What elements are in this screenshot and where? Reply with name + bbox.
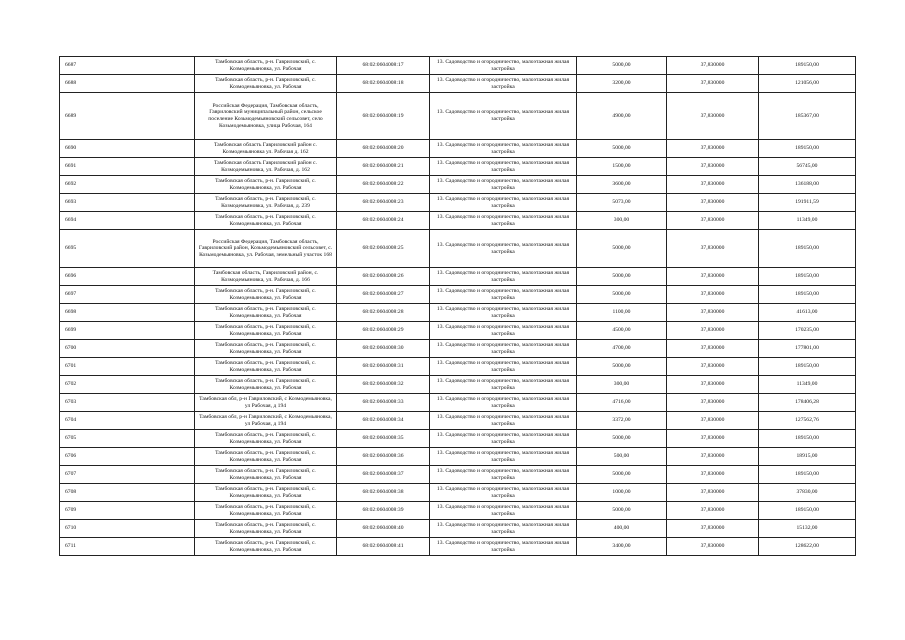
- row-address: Тамбовская область, р-н. Гавриловский, с. Козмодемьяновка, ул. Рабочая: [195, 358, 337, 376]
- row-cadastral-number: 68:02:0604008:19: [337, 93, 430, 140]
- row-area: 4716,00: [577, 394, 667, 412]
- row-cadastral-number: 68:02:0604008:25: [337, 230, 430, 268]
- row-land-use: 13. Садоводство и огородничество, малоэтажная жилая застройка: [430, 93, 577, 140]
- row-cadastral-number: 68:02:0604008:17: [337, 57, 430, 75]
- row-area: 5073,00: [577, 194, 667, 212]
- row-number: 6690: [60, 140, 195, 158]
- row-area: 500,00: [577, 448, 667, 466]
- row-area: 5000,00: [577, 466, 667, 484]
- row-address: Тамбовская область, р-н. Гавриловский, с. Козмодемьяновка, ул. Рабочая: [195, 430, 337, 448]
- row-specific-value: 37,830000: [667, 176, 759, 194]
- row-address: Тамбовская область, р-н. Гавриловский, с. Козмодемьяновка, ул. Рабочая: [195, 75, 337, 93]
- row-number: 6697: [60, 286, 195, 304]
- table-row: [60, 322, 856, 340]
- row-cadastral-number: 68:02:0604008:32: [337, 376, 430, 394]
- row-cadastral-value: 136188,00: [759, 176, 856, 194]
- row-land-use: 13. Садоводство и огородничество, малоэтажная жилая застройка: [430, 57, 577, 75]
- row-number: 6689: [60, 93, 195, 140]
- row-specific-value: 37,830000: [667, 158, 759, 176]
- table-row: [60, 212, 856, 230]
- row-land-use: 13. Садоводство и огородничество, малоэтажная жилая застройка: [430, 304, 577, 322]
- row-specific-value: 37,830000: [667, 520, 759, 538]
- row-area: 300,00: [577, 212, 667, 230]
- row-address: Тамбовская область Гавриловский район с. Козмодемьяновка ул. Рабочая д. 162: [195, 140, 337, 158]
- row-area: 3400,00: [577, 538, 667, 556]
- row-specific-value: 37,830000: [667, 268, 759, 286]
- row-land-use: 13. Садоводство и огородничество, малоэтажная жилая застройка: [430, 286, 577, 304]
- row-land-use: 13. Садоводство и огородничество, малоэтажная жилая застройка: [430, 340, 577, 358]
- row-number: 6707: [60, 466, 195, 484]
- row-specific-value: 37,830000: [667, 358, 759, 376]
- row-area: 5000,00: [577, 230, 667, 268]
- row-specific-value: 37,830000: [667, 484, 759, 502]
- row-address: Тамбовская область, р-н. Гавриловский, с. Козмодемьяновка, ул. Рабочая: [195, 176, 337, 194]
- row-cadastral-number: 68:02:0604008:26: [337, 268, 430, 286]
- row-address: Тамбовская область, р-н. Гавриловский, с. Козмодемьяновка, ул. Рабочая: [195, 212, 337, 230]
- row-cadastral-value: 189150,00: [759, 430, 856, 448]
- row-cadastral-value: 189150,00: [759, 502, 856, 520]
- row-area: 5000,00: [577, 140, 667, 158]
- row-number: 6711: [60, 538, 195, 556]
- table-row: [60, 194, 856, 212]
- row-cadastral-number: 68:02:0604008:30: [337, 340, 430, 358]
- table-row: [60, 466, 856, 484]
- table-row: [60, 502, 856, 520]
- row-address: Тамбовская область, р-н. Гавриловский, с. Козмодемьяновка, ул. Рабочая: [195, 520, 337, 538]
- row-cadastral-number: 68:02:0604008:27: [337, 286, 430, 304]
- table-row: [60, 75, 856, 93]
- table-row: [60, 93, 856, 140]
- row-cadastral-value: 189150,00: [759, 286, 856, 304]
- row-land-use: 13. Садоводство и огородничество, малоэтажная жилая застройка: [430, 268, 577, 286]
- row-cadastral-number: 68:02:0604008:20: [337, 140, 430, 158]
- row-number: 6688: [60, 75, 195, 93]
- row-specific-value: 37,830000: [667, 93, 759, 140]
- row-address: Тамбовская область, р-н. Гавриловский, с. Козмодемьяновка, ул. Рабочая: [195, 466, 337, 484]
- row-land-use: 13. Садоводство и огородничество, малоэтажная жилая застройка: [430, 412, 577, 430]
- row-cadastral-value: 189150,00: [759, 358, 856, 376]
- row-specific-value: 37,830000: [667, 140, 759, 158]
- row-cadastral-value: 121056,00: [759, 75, 856, 93]
- row-specific-value: 37,830000: [667, 412, 759, 430]
- row-area: 5000,00: [577, 502, 667, 520]
- table-row: [60, 358, 856, 376]
- row-cadastral-value: 170235,00: [759, 322, 856, 340]
- row-cadastral-number: 68:02:0604008:41: [337, 538, 430, 556]
- row-land-use: 13. Садоводство и огородничество, малоэтажная жилая застройка: [430, 212, 577, 230]
- row-cadastral-number: 68:02:0604008:35: [337, 430, 430, 448]
- table-row: [60, 304, 856, 322]
- row-address: Российская Федерация, Тамбовская область, Гавриловский район, Козьмодемьяновский сельсовет, с. Козьмодемьяновка, ул. Рабочая, земельный участок 168: [195, 230, 337, 268]
- row-cadastral-value: 189150,00: [759, 140, 856, 158]
- row-area: 5000,00: [577, 286, 667, 304]
- row-address: Тамбовская область, р-н. Гавриловский, с. Козмодемьяновка, ул. Рабочая: [195, 304, 337, 322]
- row-cadastral-value: 189150,00: [759, 466, 856, 484]
- row-address: Тамбовская область, р-н. Гавриловский, с. Козмодемьяновка, ул. Рабочая: [195, 322, 337, 340]
- row-cadastral-value: 56745,00: [759, 158, 856, 176]
- table-row: [60, 412, 856, 430]
- row-specific-value: 37,830000: [667, 322, 759, 340]
- row-cadastral-number: 68:02:0604008:34: [337, 412, 430, 430]
- row-cadastral-value: 178406,28: [759, 394, 856, 412]
- row-area: 1000,00: [577, 484, 667, 502]
- row-specific-value: 37,830000: [667, 286, 759, 304]
- row-cadastral-number: 68:02:0604008:33: [337, 394, 430, 412]
- row-area: 4500,00: [577, 322, 667, 340]
- row-number: 6700: [60, 340, 195, 358]
- row-area: 5000,00: [577, 358, 667, 376]
- row-number: 6687: [60, 57, 195, 75]
- row-address: Тамбовская область, р-н. Гавриловский, с. Козмодемьяновка, ул. Рабочая: [195, 484, 337, 502]
- row-cadastral-number: 68:02:0604008:29: [337, 322, 430, 340]
- table-row: [60, 57, 856, 75]
- row-land-use: 13. Садоводство и огородничество, малоэтажная жилая застройка: [430, 194, 577, 212]
- row-cadastral-number: 68:02:0604008:28: [337, 304, 430, 322]
- table-body: [60, 57, 856, 556]
- row-area: 1500,00: [577, 158, 667, 176]
- row-land-use: 13. Садоводство и огородничество, малоэтажная жилая застройка: [430, 176, 577, 194]
- row-number: 6693: [60, 194, 195, 212]
- row-cadastral-number: 68:02:0604008:21: [337, 158, 430, 176]
- table-row: [60, 376, 856, 394]
- row-address: Тамбовская область, р-н. Гавриловский, с. Козмодемьяновка, ул. Рабочая: [195, 57, 337, 75]
- row-specific-value: 37,830000: [667, 57, 759, 75]
- row-address: Тамбовская обл, р-н Гавриловский, с Козмодемьяновка, ул Рабочая, д 194: [195, 412, 337, 430]
- row-area: 5000,00: [577, 430, 667, 448]
- row-number: 6703: [60, 394, 195, 412]
- table-row: [60, 230, 856, 268]
- row-area: 1100,00: [577, 304, 667, 322]
- row-land-use: 13. Садоводство и огородничество, малоэтажная жилая застройка: [430, 466, 577, 484]
- row-address: Тамбовская обл, р-н Гавриловский, с Козмодемьяновка, ул Рабочая, д 194: [195, 394, 337, 412]
- row-land-use: 13. Садоводство и огородничество, малоэтажная жилая застройка: [430, 394, 577, 412]
- row-number: 6702: [60, 376, 195, 394]
- row-number: 6694: [60, 212, 195, 230]
- row-cadastral-value: 127562,76: [759, 412, 856, 430]
- row-number: 6709: [60, 502, 195, 520]
- row-address: Тамбовская область, р-н. Гавриловский, с. Козмодемьяновка, ул. Рабочая, д. 239: [195, 194, 337, 212]
- row-specific-value: 37,830000: [667, 394, 759, 412]
- row-address: Тамбовская область, р-н. Гавриловский, с. Козмодемьяновка, ул. Рабочая: [195, 538, 337, 556]
- row-number: 6710: [60, 520, 195, 538]
- row-specific-value: 37,830000: [667, 538, 759, 556]
- row-number: 6696: [60, 268, 195, 286]
- row-specific-value: 37,830000: [667, 304, 759, 322]
- row-land-use: 13. Садоводство и огородничество, малоэтажная жилая застройка: [430, 230, 577, 268]
- table-row: [60, 538, 856, 556]
- row-land-use: 13. Садоводство и огородничество, малоэтажная жилая застройка: [430, 520, 577, 538]
- row-land-use: 13. Садоводство и огородничество, малоэтажная жилая застройка: [430, 322, 577, 340]
- row-address: Тамбовская область, р-н. Гавриловский, с. Козмодемьяновка, ул. Рабочая: [195, 340, 337, 358]
- row-specific-value: 37,830000: [667, 448, 759, 466]
- row-number: 6701: [60, 358, 195, 376]
- row-address: Тамбовская область, Гавриловский район, с. Козмодемьяновка, ул. Рабочая, д. 166: [195, 268, 337, 286]
- row-specific-value: 37,830000: [667, 340, 759, 358]
- row-number: 6692: [60, 176, 195, 194]
- table-row: [60, 158, 856, 176]
- row-area: 5000,00: [577, 268, 667, 286]
- row-cadastral-number: 68:02:0604008:37: [337, 466, 430, 484]
- row-land-use: 13. Садоводство и огородничество, малоэтажная жилая застройка: [430, 358, 577, 376]
- table-row: [60, 520, 856, 538]
- row-cadastral-number: 68:02:0604008:36: [337, 448, 430, 466]
- row-land-use: 13. Садоводство и огородничество, малоэтажная жилая застройка: [430, 484, 577, 502]
- row-address: Тамбовская область, р-н. Гавриловский, с. Козмодемьяновка, ул. Рабочая: [195, 448, 337, 466]
- row-address: Тамбовская область, р-н. Гавриловский, с. Козмодемьяновка, ул. Рабочая: [195, 502, 337, 520]
- row-land-use: 13. Садоводство и огородничество, малоэтажная жилая застройка: [430, 376, 577, 394]
- table-row: [60, 140, 856, 158]
- row-cadastral-value: 37830,00: [759, 484, 856, 502]
- row-land-use: 13. Садоводство и огородничество, малоэтажная жилая застройка: [430, 158, 577, 176]
- row-cadastral-number: 68:02:0604008:18: [337, 75, 430, 93]
- row-cadastral-value: 189150,00: [759, 230, 856, 268]
- row-area: 3600,00: [577, 176, 667, 194]
- row-cadastral-value: 11349,00: [759, 376, 856, 394]
- row-address: Российская Федерация, Тамбовская область, Гавриловский муниципальный район, сельское поселение Козьмодемьяновский сельсовет, село Козьмодемьяновка, улица Рабочая, 164: [195, 93, 337, 140]
- row-number: 6706: [60, 448, 195, 466]
- row-specific-value: 37,830000: [667, 194, 759, 212]
- row-area: 5000,00: [577, 57, 667, 75]
- row-cadastral-number: 68:02:0604008:22: [337, 176, 430, 194]
- row-area: 4700,00: [577, 340, 667, 358]
- table-row: [60, 176, 856, 194]
- row-cadastral-value: 18915,00: [759, 448, 856, 466]
- row-cadastral-value: 189150,00: [759, 268, 856, 286]
- row-land-use: 13. Садоводство и огородничество, малоэтажная жилая застройка: [430, 75, 577, 93]
- row-address: Тамбовская область Гавриловский район с. Козмодемьяновка, ул. Рабочая, д. 162: [195, 158, 337, 176]
- row-area: 3200,00: [577, 75, 667, 93]
- row-cadastral-value: 41613,00: [759, 304, 856, 322]
- row-address: Тамбовская область, р-н. Гавриловский, с. Козмодемьяновка, ул. Рабочая: [195, 376, 337, 394]
- row-specific-value: 37,830000: [667, 212, 759, 230]
- row-land-use: 13. Садоводство и огородничество, малоэтажная жилая застройка: [430, 430, 577, 448]
- table-row: [60, 394, 856, 412]
- row-cadastral-value: 185367,00: [759, 93, 856, 140]
- row-number: 6708: [60, 484, 195, 502]
- row-land-use: 13. Садоводство и огородничество, малоэтажная жилая застройка: [430, 140, 577, 158]
- row-cadastral-number: 68:02:0604008:39: [337, 502, 430, 520]
- row-number: 6705: [60, 430, 195, 448]
- row-cadastral-value: 177801,00: [759, 340, 856, 358]
- row-number: 6691: [60, 158, 195, 176]
- row-land-use: 13. Садоводство и огородничество, малоэтажная жилая застройка: [430, 538, 577, 556]
- row-land-use: 13. Садоводство и огородничество, малоэтажная жилая застройка: [430, 502, 577, 520]
- row-area: 300,00: [577, 376, 667, 394]
- row-cadastral-value: 189150,00: [759, 57, 856, 75]
- row-specific-value: 37,830000: [667, 75, 759, 93]
- row-cadastral-value: 15132,00: [759, 520, 856, 538]
- row-number: 6704: [60, 412, 195, 430]
- row-cadastral-number: 68:02:0604008:38: [337, 484, 430, 502]
- row-cadastral-number: 68:02:0604008:24: [337, 212, 430, 230]
- row-address: Тамбовская область, р-н. Гавриловский, с. Козмодемьяновка, ул. Рабочая: [195, 286, 337, 304]
- row-area: 4900,00: [577, 93, 667, 140]
- row-specific-value: 37,830000: [667, 376, 759, 394]
- row-land-use: 13. Садоводство и огородничество, малоэтажная жилая застройка: [430, 448, 577, 466]
- table-row: [60, 448, 856, 466]
- row-cadastral-number: 68:02:0604008:40: [337, 520, 430, 538]
- row-number: 6695: [60, 230, 195, 268]
- row-cadastral-number: 68:02:0604008:31: [337, 358, 430, 376]
- table-row: [60, 484, 856, 502]
- row-area: 400,00: [577, 520, 667, 538]
- row-cadastral-value: 11349,00: [759, 212, 856, 230]
- row-specific-value: 37,830000: [667, 230, 759, 268]
- row-area: 3372,00: [577, 412, 667, 430]
- table-row: [60, 430, 856, 448]
- row-number: 6699: [60, 322, 195, 340]
- row-specific-value: 37,830000: [667, 502, 759, 520]
- table-row: [60, 340, 856, 358]
- row-cadastral-number: 68:02:0604008:23: [337, 194, 430, 212]
- row-cadastral-value: 191911,59: [759, 194, 856, 212]
- table-row: [60, 286, 856, 304]
- table-row: [60, 268, 856, 286]
- row-specific-value: 37,830000: [667, 466, 759, 484]
- row-cadastral-value: 128622,00: [759, 538, 856, 556]
- row-number: 6698: [60, 304, 195, 322]
- row-specific-value: 37,830000: [667, 430, 759, 448]
- cadastral-value-table: [59, 56, 856, 556]
